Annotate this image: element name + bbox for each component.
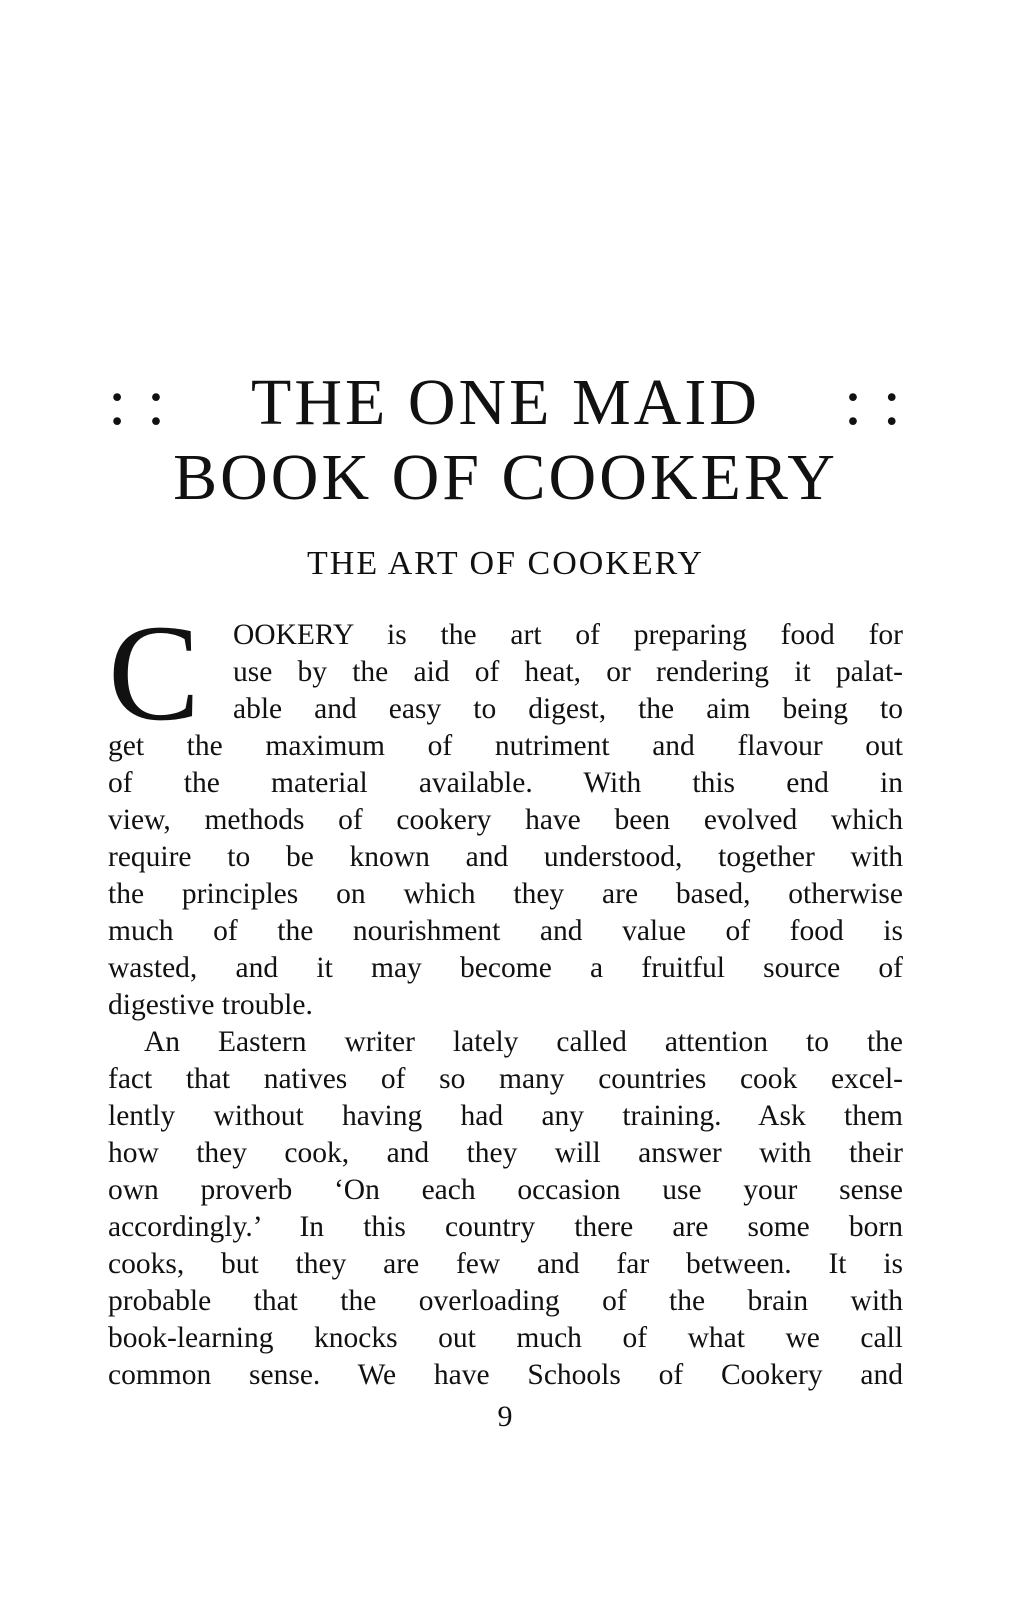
- text-line: much of the nourishment and value of food is: [108, 915, 903, 947]
- body-text: [108, 596, 903, 1394]
- text-line: digestive trouble.: [108, 989, 313, 1021]
- text-line: own proverb ‘On each occasion use your sense: [108, 1174, 903, 1206]
- text-line: able and easy to digest, the aim being to: [233, 693, 903, 725]
- text-line: use by the aid of heat, or rendering it palat-: [233, 656, 903, 688]
- page-number: 9: [497, 1400, 513, 1433]
- text-line: An Eastern writer lately called attention to the: [144, 1026, 903, 1058]
- title-ornament-right: : :: [843, 366, 903, 439]
- drop-cap: C: [108, 596, 201, 749]
- title-ornament-left: : :: [108, 366, 168, 439]
- paragraph-2: [108, 1024, 903, 1394]
- text-line: common sense. We have Schools of Cookery and: [108, 1359, 903, 1391]
- text-line: cooks, but they are few and far between. It is: [108, 1248, 903, 1280]
- text-line: how they cook, and they will answer with their: [108, 1137, 903, 1169]
- text-line: OOKERY is the art of preparing food for: [233, 619, 903, 651]
- text-line: accordingly.’ In this country there are some born: [108, 1211, 903, 1243]
- text-line: book-learning knocks out much of what we call: [108, 1322, 903, 1354]
- text-line: wasted, and it may become a fruitful source of: [108, 952, 903, 984]
- book-title-line-2: BOOK OF COOKERY: [173, 441, 838, 514]
- text-line: view, methods of cookery have been evolved which: [108, 804, 903, 836]
- text-line: lently without having had any training. Ask them: [108, 1100, 903, 1132]
- book-title-text-1: THE ONE MAID: [251, 366, 760, 439]
- text-line: get the maximum of nutriment and flavour out: [108, 730, 903, 762]
- paragraph-1: [108, 596, 903, 1024]
- text-line: require to be known and understood, together with: [108, 841, 903, 873]
- text-line: the principles on which they are based, otherwise: [108, 878, 903, 910]
- chapter-heading: THE ART OF COOKERY: [307, 545, 704, 582]
- book-title-line-1: [108, 366, 903, 439]
- text-line: of the material available. With this end in: [108, 767, 903, 799]
- text-line: fact that natives of so many countries cook excel-: [108, 1063, 903, 1095]
- text-line: probable that the overloading of the brain with: [108, 1285, 903, 1317]
